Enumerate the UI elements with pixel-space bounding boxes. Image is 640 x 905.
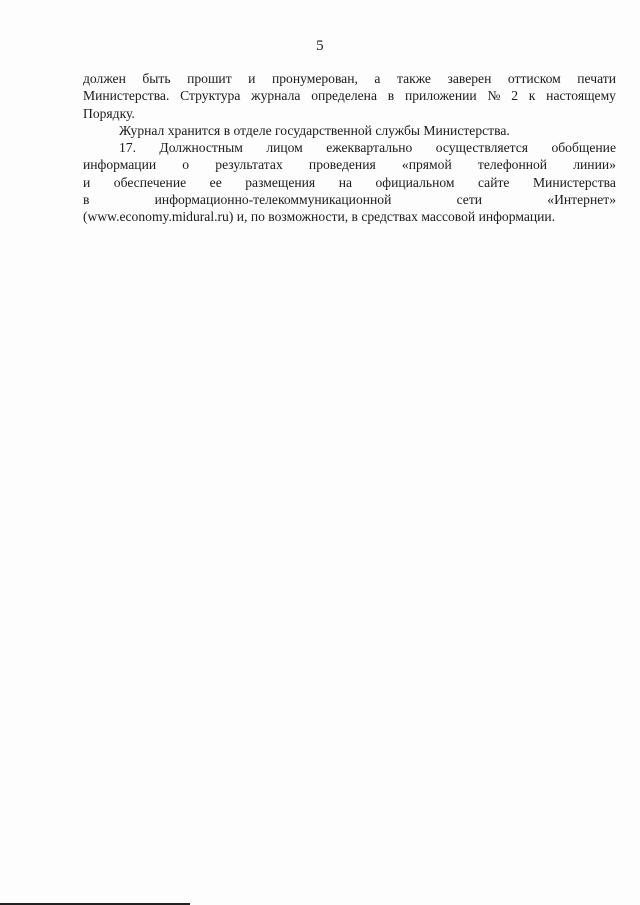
word: печати: [577, 71, 616, 86]
text-line-1: [83, 70, 616, 87]
word: пронумерован,: [271, 71, 358, 86]
word: лицом: [266, 140, 303, 156]
word: ежеквартально: [326, 140, 413, 156]
text-line-3: Порядку.: [83, 105, 135, 121]
word: в: [387, 88, 395, 104]
word: линии»: [573, 157, 616, 173]
word: и: [83, 174, 91, 190]
word: информации: [83, 157, 157, 173]
word: результатах: [215, 157, 283, 173]
word: информационно-телекоммуникационной: [154, 192, 392, 208]
word: «прямой: [401, 157, 452, 173]
text-line-7: [83, 174, 616, 191]
word: на: [338, 174, 352, 190]
text-line-2: [83, 87, 616, 104]
word: Министерства: [532, 174, 616, 190]
text-line-4: Журнал хранится в отделе государственной службы Министерства.: [119, 122, 510, 138]
text-line-5: [83, 139, 616, 156]
word: обеспечение: [113, 174, 187, 190]
word: также: [396, 71, 431, 86]
word: Министерства.: [83, 88, 170, 104]
word: 2: [511, 88, 518, 104]
word: 17.: [119, 140, 136, 156]
word: «Интернет»: [547, 192, 616, 208]
word: ее: [209, 174, 222, 190]
word: №: [487, 88, 501, 104]
word: настоящему: [546, 88, 616, 104]
word: в: [83, 192, 90, 208]
word: журнала: [251, 88, 301, 104]
word: должен: [83, 71, 126, 86]
word: сети: [456, 192, 483, 208]
word: быть: [142, 71, 171, 86]
page-number: 5: [316, 38, 324, 54]
word: официальном: [375, 174, 455, 190]
word: заверен: [447, 71, 492, 86]
body-text: [83, 70, 616, 226]
word: определена: [311, 88, 377, 104]
word: размещения: [245, 174, 316, 190]
text-line-6: [83, 156, 616, 173]
word: прошит: [187, 71, 232, 86]
word: приложении: [404, 88, 477, 104]
word: осуществляется: [435, 140, 529, 156]
word: Структура: [180, 88, 241, 104]
word: обобщение: [551, 140, 616, 156]
text-line-8: [83, 191, 616, 208]
word: Должностным: [159, 140, 243, 156]
word: проведения: [308, 157, 376, 173]
word: оттиском: [507, 71, 561, 86]
text-line-9: (www.economy.midural.ru) и, по возможности, в средствах массовой информации.: [83, 209, 556, 225]
word: к: [528, 88, 536, 104]
word: сайте: [477, 174, 510, 190]
word: о: [182, 157, 190, 173]
word: телефонной: [477, 157, 548, 173]
word: и: [248, 71, 256, 86]
word: а: [374, 71, 381, 86]
